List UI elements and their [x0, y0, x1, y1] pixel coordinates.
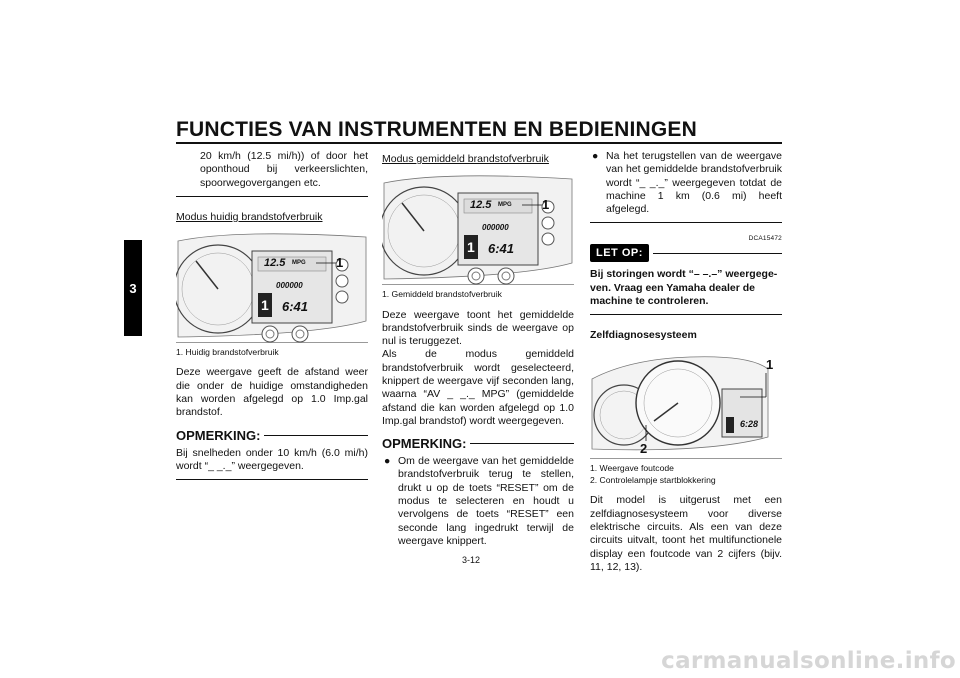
caution-text: Bij storingen wordt “– –.–” weergegeven. Vraag een Yamaha dealer de machine te controleren.	[590, 268, 778, 308]
dashboard-figure-current	[176, 231, 368, 343]
note-header	[382, 436, 574, 451]
bullet-icon: ●	[592, 150, 599, 162]
column-2	[382, 150, 574, 548]
section-heading-average: Modus gemiddeld brandstofverbruik	[382, 153, 549, 165]
figure-caption: 1. Huidig brandstofverbruik	[176, 346, 279, 357]
caution-badge: LET OP:	[590, 244, 649, 262]
title-rule	[176, 142, 782, 144]
instrument-cluster-illustration	[382, 173, 574, 285]
intro-text: 20 km/h (12.5 mi/h)) of door het oponthoud bij verkeerslichten, spoorwegovergangen etc.	[200, 150, 368, 189]
separator	[590, 314, 782, 315]
column-3	[590, 150, 782, 574]
column-1	[176, 150, 368, 486]
full-instrument-cluster-illustration	[590, 349, 782, 459]
fuel-readout-unit: MPG	[498, 202, 512, 208]
figure-caption-1: 1. Weergave foutcode	[590, 463, 674, 474]
odometer-readout: 000000	[482, 223, 509, 232]
document-code: DCA15472	[748, 235, 782, 243]
gear-readout: 1	[261, 296, 269, 313]
clock-readout: 6:41	[282, 298, 309, 314]
note-label: OPMERKING:	[176, 427, 261, 443]
fuel-readout-unit: MPG	[292, 259, 306, 266]
separator	[176, 196, 368, 197]
bullet-icon: ●	[384, 455, 391, 468]
note-label: OPMERKING:	[382, 436, 467, 452]
chapter-tab: 3	[124, 240, 142, 336]
separator	[176, 479, 368, 480]
clock-readout: 6:28	[740, 419, 759, 430]
note-bullet: ● Om de weergave van het gemiddelde brandstofverbruik terug te stellen, drukt u op de toets “RESET” om de modus te selecteren en houdt u vervolgens de toets “RESET” een seconde lang ingedrukt terwijl de weergave knippert.	[384, 455, 574, 547]
gear-readout: 1	[467, 239, 475, 255]
callout-2: 2	[640, 441, 648, 457]
note-text: Bij snelheden onder 10 km/h (6.0 mi/h) wordt “_ _._” weergegeven.	[176, 446, 368, 472]
note-bullet: ● Na het terugstellen van de weergave van het gemiddelde brandstofverbruik wordt “_ _._” weergegeven totdat de machine 1 km (0.6 mi) heeft afgelegd.	[592, 150, 782, 216]
callout-1: 1	[766, 357, 774, 373]
callout-1: 1	[542, 197, 550, 212]
dashboard-figure-diagnosis	[590, 349, 782, 459]
body-text: Deze weergave geeft de afstand weer die onder de huidige omstandigheden kan worden afgelegd op 1.0 Imp.gal brandstof.	[176, 366, 368, 419]
fuel-readout: 12.5	[264, 256, 286, 269]
odometer-readout: 000000	[276, 280, 303, 290]
figure-caption-2: 2. Controlelampje startblokkering	[590, 474, 716, 485]
page-title: FUNCTIES VAN INSTRUMENTEN EN BEDIENINGEN	[176, 118, 697, 141]
fuel-readout: 12.5	[470, 199, 492, 211]
body-text-2: Als de modus gemiddeld brandstofverbruik wordt geselecteerd, knippert de weergave vijf seconden lang, waarna “AV _ _._ MPG” (gemiddelde afstand die kan worden afgelegd op 1.0 Imp.gal brandstof) wordt weergegeven.	[382, 348, 574, 427]
caution-header	[590, 244, 782, 262]
section-heading-current: Modus huidig brandstofverbruik	[176, 210, 323, 223]
note-header	[176, 428, 368, 443]
instrument-cluster-illustration	[176, 231, 368, 343]
callout-1: 1	[336, 254, 344, 270]
page-number: 3-12	[462, 555, 481, 565]
watermark: carmanualsonline.info	[661, 648, 956, 674]
dashboard-figure-average	[382, 173, 574, 285]
clock-readout: 6:41	[488, 241, 515, 256]
body-text: Dit model is uitgerust met een zelfdiagnosesysteem voor diverse elektrische circuits. Als een van deze circuits uitvalt, toont het multifunctionele display een foutcode van 2 cijfers (bijv. 11, 12, 13).	[590, 494, 782, 573]
section-heading-diagnosis: Zelfdiagnosesysteem	[590, 329, 697, 342]
separator	[590, 222, 782, 223]
figure-caption: 1. Gemiddeld brandstofverbruik	[382, 289, 502, 299]
body-text-1: Deze weergave toont het gemiddelde brandstofverbruik sinds de weergave op nul is teruggezet.	[382, 308, 574, 348]
